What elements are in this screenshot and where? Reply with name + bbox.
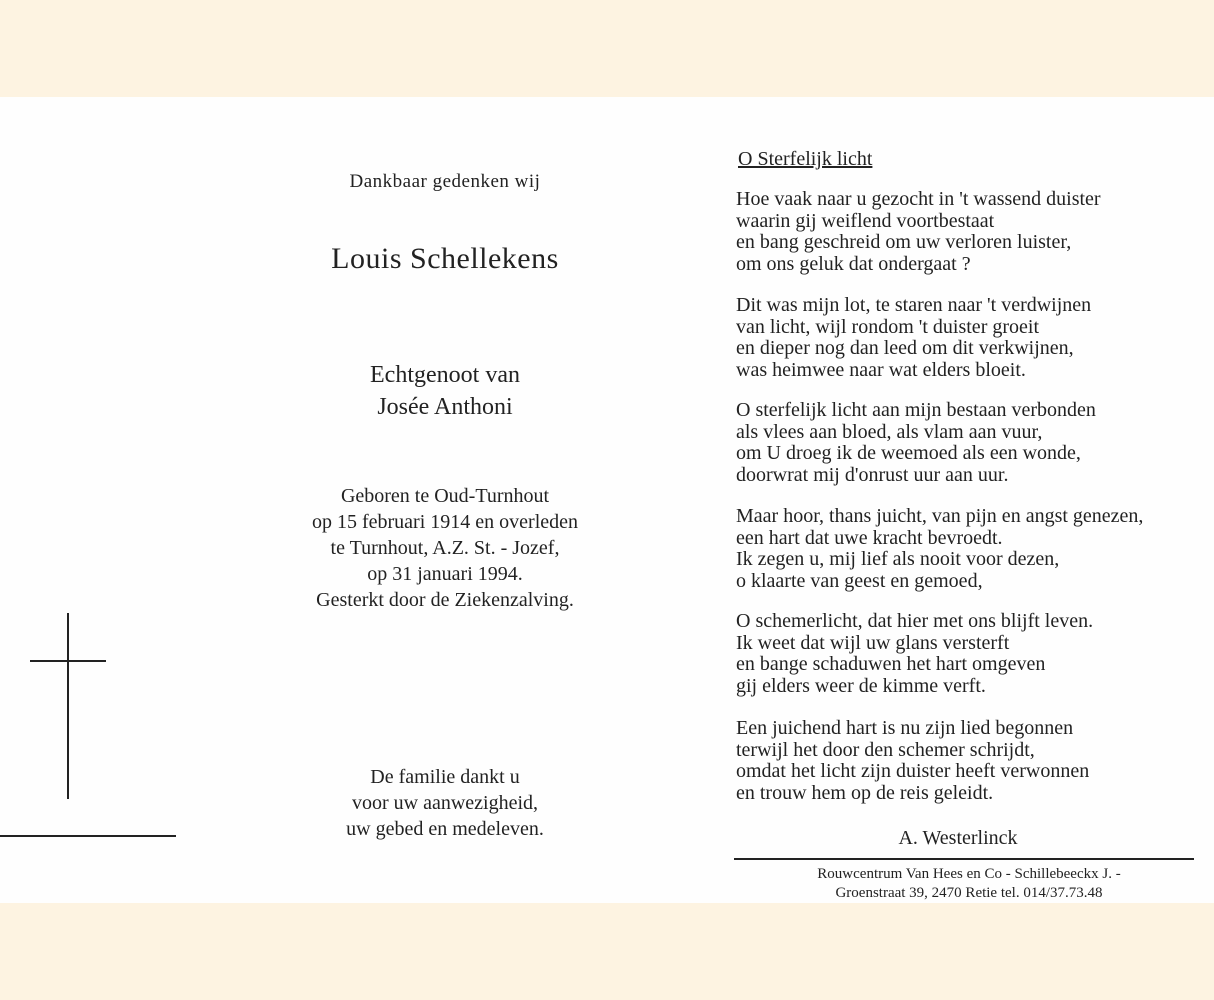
poem-line: doorwrat mij d'onrust uur aan uur.	[736, 463, 1009, 486]
poem-line: Dit was mijn lot, te staren naar 't verdwijnen	[736, 294, 1092, 316]
poem-stanza	[736, 506, 1143, 592]
cross-icon-horizontal	[30, 660, 106, 662]
poem-line: Ik zegen u, mij lief als nooit voor dezen,	[736, 548, 1060, 570]
poem-line: O schemerlicht, dat hier met ons blijft leven.	[736, 610, 1094, 632]
poem-line: en dieper nog dan leed om dit verkwijnen,	[736, 337, 1074, 359]
poem-line: gij elders weer de kimme verft.	[736, 674, 986, 697]
poem-stanza	[736, 189, 1101, 275]
bio-line: Geboren te Oud-Turnhout	[340, 485, 550, 507]
thanks-heading: Dankbaar gedenken wij	[349, 171, 541, 192]
poem-stanza	[736, 718, 1089, 804]
family-line: De familie dankt u	[370, 766, 520, 788]
poem-line: omdat het licht zijn duister heeft verwonnen	[736, 760, 1090, 782]
bio-line: op 31 januari 1994.	[367, 563, 523, 585]
memorial-card	[0, 97, 1214, 903]
poem-line: was heimwee naar wat elders bloeit.	[736, 358, 1026, 381]
poem-line: terwijl het door den schemer schrijdt,	[736, 738, 1035, 761]
poem-line: en bange schaduwen het hart omgeven	[736, 653, 1046, 675]
spouse-line: Josée Anthoni	[377, 394, 513, 420]
poem-author: A. Westerlinck	[898, 827, 1018, 849]
family-line: voor uw aanwezigheid,	[351, 792, 539, 814]
poem-title: O Sterfelijk licht	[738, 148, 873, 170]
poem-stanza	[736, 400, 1096, 486]
deceased-name: Louis Schellekens	[331, 242, 559, 275]
poem-line: Ik weet dat wijl uw glans versterft	[736, 631, 1010, 654]
spouse-line: Echtgenoot van	[370, 362, 520, 388]
footer-line: Groenstraat 39, 2470 Retie tel. 014/37.73.48	[835, 885, 1103, 901]
family-line: uw gebed en medeleven.	[346, 818, 544, 840]
poem-line: O sterfelijk licht aan mijn bestaan verbonden	[736, 399, 1096, 421]
funeral-home-footer	[734, 865, 1204, 903]
cross-icon-vertical	[67, 613, 69, 799]
bio-line: Gesterkt door de Ziekenzalving.	[316, 589, 574, 611]
poem-line: waarin gij weiflend voortbestaat	[736, 209, 995, 232]
family-thanks	[240, 764, 650, 842]
footer-line: Rouwcentrum Van Hees en Co - Schillebeeckx J. -	[817, 866, 1121, 882]
poem-line: o klaarte van geest en gemoed,	[736, 569, 983, 592]
poem-line: een hart dat uwe kracht bevroedt.	[736, 526, 1003, 549]
poem-line: Een juichend hart is nu zijn lied begonnen	[736, 717, 1074, 739]
divider	[734, 858, 1194, 860]
poem-line: van licht, wijl rondom 't duister groeit	[736, 315, 1039, 338]
bio-block	[240, 483, 650, 613]
poem-line: en bang geschreid om uw verloren luister,	[736, 231, 1072, 253]
bio-line: op 15 februari 1914 en overleden	[311, 511, 578, 533]
poem-stanza	[736, 295, 1091, 381]
poem-line: Hoe vaak naar u gezocht in 't wassend duister	[736, 188, 1101, 210]
poem-line: als vlees aan bloed, als vlam aan vuur,	[736, 420, 1043, 443]
poem-line: om ons geluk dat ondergaat ?	[736, 252, 971, 275]
poem-line: Maar hoor, thans juicht, van pijn en angst genezen,	[736, 505, 1144, 527]
spouse-block	[240, 359, 650, 423]
poem-line: om U droeg ik de weemoed als een wonde,	[736, 442, 1081, 464]
poem-stanza	[736, 611, 1093, 697]
divider	[0, 835, 176, 837]
poem-line: en trouw hem op de reis geleidt.	[736, 781, 994, 804]
bio-line: te Turnhout, A.Z. St. - Jozef,	[330, 537, 560, 559]
